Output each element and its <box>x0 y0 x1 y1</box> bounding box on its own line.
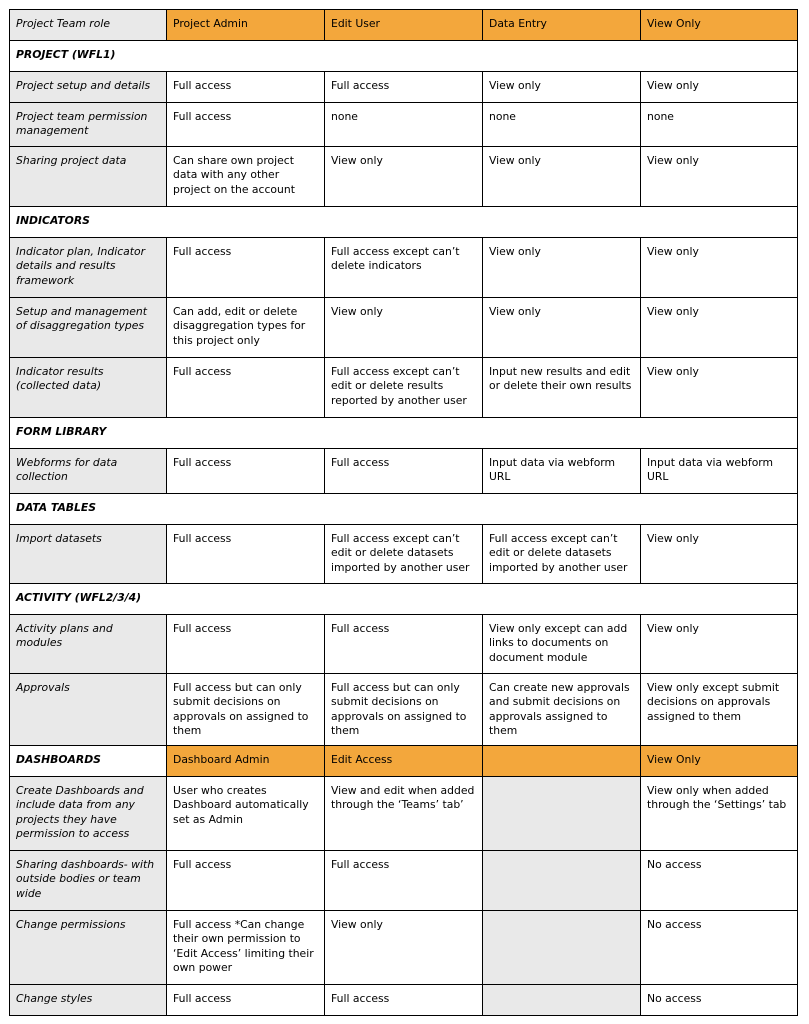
dashboard-row <box>10 985 798 1016</box>
dashboard-cell-blank <box>483 851 641 911</box>
cell-project-admin: Full access <box>167 525 325 584</box>
dashboard-column-header-view-only: View Only <box>641 746 798 777</box>
dashboard-column-header-dashboard-admin: Dashboard Admin <box>167 746 325 777</box>
row-label: Approvals <box>10 674 167 746</box>
row-label: Import datasets <box>10 525 167 584</box>
cell-project-admin: Can share own project data with any other project on the account <box>167 147 325 207</box>
cell-edit-user: Full access <box>325 449 483 494</box>
cell-data-entry: none <box>483 103 641 147</box>
cell-view-only: View only <box>641 615 798 674</box>
cell-edit-user: none <box>325 103 483 147</box>
permissions-table <box>9 9 798 1016</box>
section-title-dashboards: DASHBOARDS <box>10 746 167 777</box>
cell-view-only: none <box>641 103 798 147</box>
table-row <box>10 103 798 147</box>
dashboard-column-header-edit-access: Edit Access <box>325 746 483 777</box>
cell-data-entry: Input new results and edit or delete their own results <box>483 358 641 418</box>
cell-edit-user: Full access except can’t delete indicators <box>325 238 483 298</box>
row-label: Change styles <box>10 985 167 1016</box>
cell-view-only: View only <box>641 525 798 584</box>
section-header-row <box>10 494 798 525</box>
dashboard-row <box>10 911 798 985</box>
dashboard-cell-edit-access: View and edit when added through the ‘Teams’ tab’ <box>325 777 483 851</box>
dashboard-cell-dashboard-admin: Full access <box>167 985 325 1016</box>
dashboard-cell-view-only: View only when added through the ‘Settings’ tab <box>641 777 798 851</box>
row-label: Indicator results (collected data) <box>10 358 167 418</box>
row-label: Project team permission management <box>10 103 167 147</box>
section-header-row <box>10 584 798 615</box>
cell-view-only: View only except submit decisions on approvals assigned to them <box>641 674 798 746</box>
table-row <box>10 615 798 674</box>
cell-project-admin: Full access <box>167 449 325 494</box>
cell-edit-user: Full access <box>325 72 483 103</box>
table-row <box>10 238 798 298</box>
section-title: INDICATORS <box>10 207 798 238</box>
dashboard-cell-view-only: No access <box>641 851 798 911</box>
row-label: Project setup and details <box>10 72 167 103</box>
row-label: Change permissions <box>10 911 167 985</box>
cell-project-admin: Can add, edit or delete disaggregation types for this project only <box>167 298 325 358</box>
table-row <box>10 449 798 494</box>
cell-data-entry: Input data via webform URL <box>483 449 641 494</box>
section-title: ACTIVITY (WFL2/3/4) <box>10 584 798 615</box>
table-row <box>10 147 798 207</box>
section-title: DATA TABLES <box>10 494 798 525</box>
cell-project-admin: Full access <box>167 358 325 418</box>
cell-project-admin: Full access <box>167 615 325 674</box>
cell-edit-user: View only <box>325 147 483 207</box>
column-header-edit-user: Edit User <box>325 10 483 41</box>
section-title: PROJECT (WFL1) <box>10 41 798 72</box>
cell-data-entry: View only <box>483 238 641 298</box>
dashboard-cell-blank <box>483 777 641 851</box>
cell-view-only: View only <box>641 238 798 298</box>
cell-data-entry: View only except can add links to documents on document module <box>483 615 641 674</box>
dashboard-cell-blank <box>483 911 641 985</box>
dashboards-header-row <box>10 746 798 777</box>
role-header-cell: Project Team role <box>10 10 167 41</box>
cell-data-entry: View only <box>483 147 641 207</box>
cell-view-only: View only <box>641 72 798 103</box>
column-header-data-entry: Data Entry <box>483 10 641 41</box>
dashboard-cell-dashboard-admin: User who creates Dashboard automatically set as Admin <box>167 777 325 851</box>
row-label: Activity plans and modules <box>10 615 167 674</box>
section-header-row <box>10 41 798 72</box>
row-label: Sharing project data <box>10 147 167 207</box>
row-label: Indicator plan, Indicator details and results framework <box>10 238 167 298</box>
dashboard-column-header-blank <box>483 746 641 777</box>
table-row <box>10 72 798 103</box>
column-header-view-only: View Only <box>641 10 798 41</box>
cell-view-only: Input data via webform URL <box>641 449 798 494</box>
dashboard-row <box>10 777 798 851</box>
table-row <box>10 525 798 584</box>
dashboard-cell-view-only: No access <box>641 985 798 1016</box>
section-title: FORM LIBRARY <box>10 418 798 449</box>
cell-edit-user: View only <box>325 298 483 358</box>
dashboard-cell-edit-access: Full access <box>325 851 483 911</box>
row-label: Webforms for data collection <box>10 449 167 494</box>
table-row <box>10 358 798 418</box>
cell-view-only: View only <box>641 298 798 358</box>
cell-project-admin: Full access <box>167 238 325 298</box>
cell-data-entry: Can create new approvals and submit decisions on approvals assigned to them <box>483 674 641 746</box>
cell-edit-user: Full access except can’t edit or delete datasets imported by another user <box>325 525 483 584</box>
cell-view-only: View only <box>641 358 798 418</box>
column-header-project-admin: Project Admin <box>167 10 325 41</box>
dashboard-cell-edit-access: View only <box>325 911 483 985</box>
table-row <box>10 674 798 746</box>
cell-edit-user: Full access <box>325 615 483 674</box>
table-row <box>10 298 798 358</box>
cell-data-entry: View only <box>483 298 641 358</box>
dashboard-cell-dashboard-admin: Full access <box>167 851 325 911</box>
cell-project-admin: Full access but can only submit decisions on approvals on assigned to them <box>167 674 325 746</box>
row-label: Sharing dashboards- with outside bodies or team wide <box>10 851 167 911</box>
cell-edit-user: Full access but can only submit decisions on approvals on assigned to them <box>325 674 483 746</box>
section-header-row <box>10 418 798 449</box>
row-label: Create Dashboards and include data from any projects they have permission to access <box>10 777 167 851</box>
row-label: Setup and management of disaggregation types <box>10 298 167 358</box>
cell-edit-user: Full access except can’t edit or delete results reported by another user <box>325 358 483 418</box>
cell-data-entry: View only <box>483 72 641 103</box>
cell-project-admin: Full access <box>167 72 325 103</box>
cell-data-entry: Full access except can’t edit or delete datasets imported by another user <box>483 525 641 584</box>
permissions-table-body <box>10 10 798 1016</box>
dashboard-cell-blank <box>483 985 641 1016</box>
cell-view-only: View only <box>641 147 798 207</box>
dashboard-cell-view-only: No access <box>641 911 798 985</box>
section-header-row <box>10 207 798 238</box>
dashboard-cell-dashboard-admin: Full access *Can change their own permission to ‘Edit Access’ limiting their own power <box>167 911 325 985</box>
dashboard-cell-edit-access: Full access <box>325 985 483 1016</box>
dashboard-row <box>10 851 798 911</box>
cell-project-admin: Full access <box>167 103 325 147</box>
table-header-row <box>10 10 798 41</box>
